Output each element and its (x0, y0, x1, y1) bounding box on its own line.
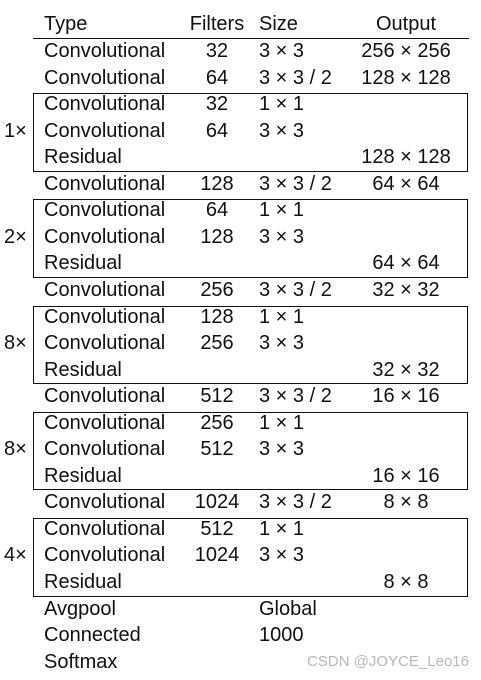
cell-output: 8 × 8 (383, 491, 429, 514)
table-header (0, 11, 481, 38)
table-row (0, 171, 481, 198)
cell-size: Global (259, 597, 317, 620)
cell-size: 1 × 1 (259, 93, 305, 116)
table-row (0, 277, 481, 304)
cell-type: Convolutional (44, 93, 166, 116)
cell-type: Convolutional (44, 199, 166, 222)
cell-filters: 256 (200, 411, 234, 434)
table-row (0, 38, 481, 65)
cell-output: 8 × 8 (383, 571, 429, 593)
cell-type: Convolutional (44, 332, 166, 355)
cell-type: Convolutional (44, 411, 166, 434)
cell-filters: 1024 (194, 544, 240, 567)
cell-type: Residual (44, 358, 122, 381)
cell-size: 3 × 3 / 2 (259, 66, 332, 89)
header-size: Size (259, 13, 298, 35)
residual-block-box (33, 306, 468, 385)
cell-size: 3 × 3 / 2 (259, 172, 332, 195)
cell-filters: 512 (200, 385, 234, 408)
cell-type: Convolutional (44, 385, 166, 408)
cell-type: Convolutional (44, 225, 166, 248)
cell-size: 3 × 3 (259, 225, 305, 248)
cell-type: Convolutional (44, 278, 166, 301)
cell-type: Residual (44, 252, 122, 275)
table-row (0, 65, 481, 92)
cell-output: 16 × 16 (372, 464, 440, 487)
cell-type: Convolutional (44, 305, 166, 328)
cell-output: 32 × 32 (372, 358, 440, 381)
header-filters: Filters (189, 13, 245, 35)
block-multiplier: 8× (4, 332, 27, 355)
table-row (0, 383, 481, 410)
cell-size: 3 × 3 (259, 40, 305, 62)
cell-size: 3 × 3 / 2 (259, 278, 332, 301)
cell-size: 1 × 1 (259, 411, 305, 434)
cell-type: Residual (44, 146, 122, 169)
cell-filters: 64 (205, 199, 229, 222)
cell-size: 1000 (259, 624, 304, 647)
table-row (0, 596, 481, 623)
header-output: Output (375, 13, 437, 35)
block-multiplier: 4× (4, 544, 27, 567)
cell-size: 3 × 3 / 2 (259, 385, 332, 408)
cell-size: 1 × 1 (259, 517, 305, 540)
cell-type: Residual (44, 571, 122, 593)
cell-size: 1 × 1 (259, 199, 305, 222)
table-row (0, 622, 481, 649)
cell-filters: 64 (205, 66, 229, 89)
cell-type: Softmax (44, 650, 118, 673)
cell-filters: 128 (200, 225, 234, 248)
residual-block-box (33, 93, 468, 172)
cell-output: 256 × 256 (361, 40, 451, 62)
cell-filters: 64 (205, 119, 229, 142)
cell-type: Connected (44, 624, 141, 647)
cell-filters: 32 (205, 40, 229, 62)
cell-type: Convolutional (44, 66, 166, 89)
cell-output: 128 × 128 (361, 146, 451, 169)
cell-filters: 512 (200, 438, 234, 461)
cell-filters: 32 (205, 93, 229, 116)
cell-type: Convolutional (44, 491, 166, 514)
cell-size: 3 × 3 (259, 332, 305, 355)
watermark: CSDN @JOYCE_Leo16 (307, 653, 469, 670)
cell-filters: 128 (200, 172, 234, 195)
cell-size: 1 × 1 (259, 305, 305, 328)
cell-output: 32 × 32 (372, 278, 440, 301)
residual-block-box (33, 518, 468, 597)
cell-filters: 128 (200, 305, 234, 328)
cell-type: Avgpool (44, 597, 116, 620)
cell-filters: 512 (200, 517, 234, 540)
cell-type: Residual (44, 464, 122, 487)
cell-type: Convolutional (44, 544, 166, 567)
cell-type: Convolutional (44, 438, 166, 461)
table-row (0, 489, 481, 516)
cell-size: 3 × 3 / 2 (259, 491, 332, 514)
residual-block-box (33, 412, 468, 491)
cell-output: 64 × 64 (372, 252, 440, 275)
cell-type: Convolutional (44, 119, 166, 142)
block-multiplier: 2× (4, 225, 27, 248)
cell-size: 3 × 3 (259, 544, 305, 567)
header-type: Type (44, 13, 88, 35)
cell-type: Convolutional (44, 40, 166, 62)
cell-size: 3 × 3 (259, 438, 305, 461)
block-multiplier: 8× (4, 438, 27, 461)
cell-output: 64 × 64 (372, 172, 440, 195)
block-multiplier: 1× (4, 119, 27, 142)
cell-filters: 256 (200, 278, 234, 301)
cell-size: 3 × 3 (259, 119, 305, 142)
residual-block-box (33, 199, 468, 278)
cell-output: 16 × 16 (372, 385, 440, 408)
cell-filters: 1024 (194, 491, 240, 514)
cell-type: Convolutional (44, 172, 166, 195)
cell-output: 128 × 128 (361, 66, 451, 89)
cell-filters: 256 (200, 332, 234, 355)
cell-type: Convolutional (44, 517, 166, 540)
